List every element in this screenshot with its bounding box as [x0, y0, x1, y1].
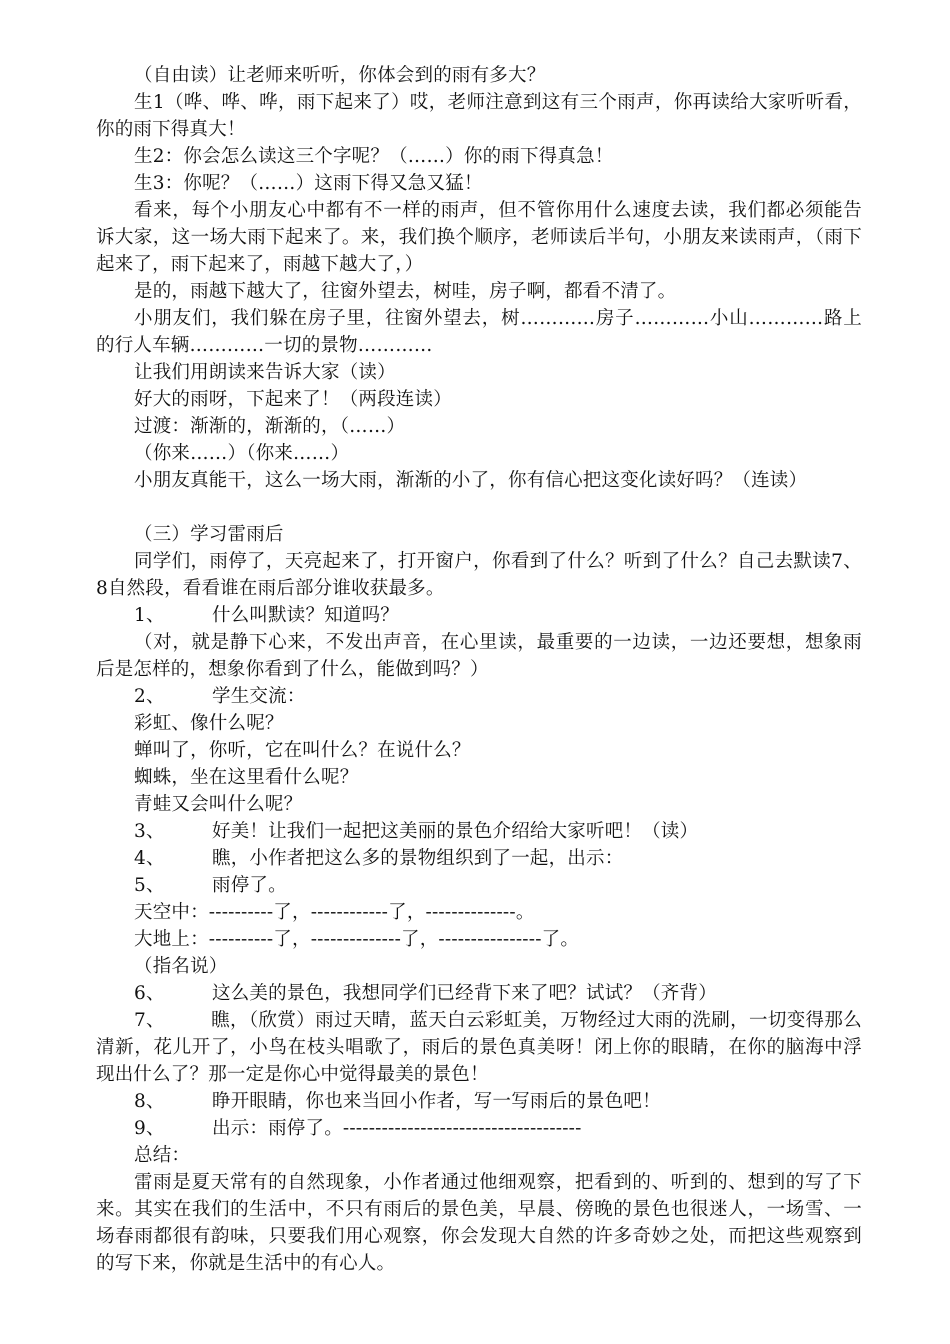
- list-item: [96, 1088, 862, 1115]
- item-text: 睁开眼睛，你也来当回小作者，写一写雨后的景色吧！: [212, 1091, 661, 1112]
- item-number: 4、: [134, 848, 165, 869]
- list-item: [96, 683, 862, 710]
- paragraph: 看来，每个小朋友心中都有不一样的雨声，但不管你用什么速度去读，我们都必须能告诉大家，这一场大雨下起来了。来，我们换个顺序，老师读后半句，小朋友来读雨声，（雨下起来了，雨下起来了，雨越下越大了，）: [96, 200, 862, 275]
- paragraph: 过渡：渐渐的，渐渐的，（……）: [134, 416, 406, 437]
- item-text: 雨停了。: [212, 875, 287, 896]
- paragraph: 是的，雨越下越大了，往窗外望去，树哇，房子啊，都看不清了。: [134, 281, 677, 302]
- item-number: 3、: [134, 821, 165, 842]
- item-number: 9、: [134, 1118, 165, 1139]
- paragraph: 同学们，雨停了，天亮起来了，打开窗户，你看到了什么？听到了什么？自己去默读7、8自然段，看看谁在雨后部分谁收获最多。: [96, 551, 862, 599]
- paragraph: 生3：你呢？（……）这雨下得又急又猛！: [134, 173, 483, 194]
- list-item: [96, 845, 862, 872]
- paragraph: 彩虹、像什么呢？: [134, 713, 284, 734]
- summary-paragraph: 雷雨是夏天常有的自然现象，小作者通过他细观察，把看到的、听到的、想到的写了下来。其实在我们的生活中，不只有雨后的景色美，早晨、傍晚的景色也很迷人，一场雪、一场春雨都很有韵味，只要我们用心观察，你会发现大自然的许多奇妙之处，而把这些观察到的写下来，你就是生活中的有心人。: [96, 1172, 862, 1274]
- list-item: [96, 872, 862, 899]
- item-text: 学生交流：: [212, 686, 306, 707]
- paragraph: 青蛙又会叫什么呢？: [134, 794, 303, 815]
- item-number: 5、: [134, 875, 165, 896]
- paragraph: 小朋友真能干，这么一场大雨，渐渐的小了，你有信心把这变化读好吗？（连读）: [134, 470, 808, 491]
- summary-title: 总结：: [134, 1145, 191, 1166]
- list-item: [96, 818, 862, 845]
- paragraph: 蜘蛛，坐在这里看什么呢？: [134, 767, 359, 788]
- section-title: （三）学习雷雨后: [134, 524, 284, 545]
- item-text: 出示：雨停了。-------------------------------------: [212, 1118, 582, 1139]
- paragraph: （对，就是静下心来，不发出声音，在心里读，最重要的一边读，一边还要想，想象雨后是怎样的，想象你看到了什么，能做到吗？）: [96, 632, 862, 680]
- fill-blank-line: 大地上：----------了，--------------了，----------------了。: [134, 929, 580, 950]
- paragraph: 蝉叫了，你听，它在叫什么？在说什么？: [134, 740, 471, 761]
- item-number: 2、: [134, 686, 165, 707]
- paragraph: 小朋友们，我们躲在房子里，往窗外望去，树…………房子…………小山…………路上的行人车辆…………一切的景物…………: [96, 308, 862, 356]
- list-item: [96, 602, 862, 629]
- item-text: 什么叫默读？知道吗？: [212, 605, 400, 626]
- paragraph: 好大的雨呀，下起来了！（两段连读）: [134, 389, 452, 410]
- item-text: 瞧，（欣赏）雨过天晴，蓝天白云彩虹美，万物经过大雨的洗刷，一切变得那么清新，花儿开了，小鸟在枝头唱歌了，雨后的景色真美呀！闭上你的眼睛，在你的脑海中浮现出什么了？那一定是你心中觉得最美的景色！: [96, 1010, 862, 1085]
- paragraph: 生2：你会怎么读这三个字呢？（……）你的雨下得真急！: [134, 146, 614, 167]
- paragraph: （你来……）（你来……）: [134, 443, 350, 464]
- item-text: 瞧，小作者把这么多的景物组织到了一起，出示：: [212, 848, 624, 869]
- fill-blank-line: 天空中：----------了，------------了，--------------。: [134, 902, 535, 923]
- document-body: [96, 62, 862, 1277]
- paragraph: 生1（哗、哗、哗，雨下起来了）哎，老师注意到这有三个雨声，你再读给大家听听看，你的雨下得真大！: [96, 92, 862, 140]
- paragraph: （自由读）让老师来听听，你体会到的雨有多大？: [134, 65, 546, 86]
- item-text: 好美！让我们一起把这美丽的景色介绍给大家听吧！（读）: [212, 821, 699, 842]
- blank-line: [96, 494, 862, 521]
- item-number: 8、: [134, 1091, 165, 1112]
- item-number: 1、: [134, 605, 165, 626]
- paragraph: （指名说）: [134, 956, 228, 977]
- item-number: 6、: [134, 983, 165, 1004]
- list-item: [96, 980, 862, 1007]
- item-text: 这么美的景色，我想同学们已经背下来了吧？试试？（齐背）: [212, 983, 717, 1004]
- paragraph: 让我们用朗读来告诉大家（读）: [134, 362, 396, 383]
- list-item: [96, 1007, 862, 1088]
- list-item: [96, 1115, 862, 1142]
- item-number: 7、: [134, 1010, 165, 1031]
